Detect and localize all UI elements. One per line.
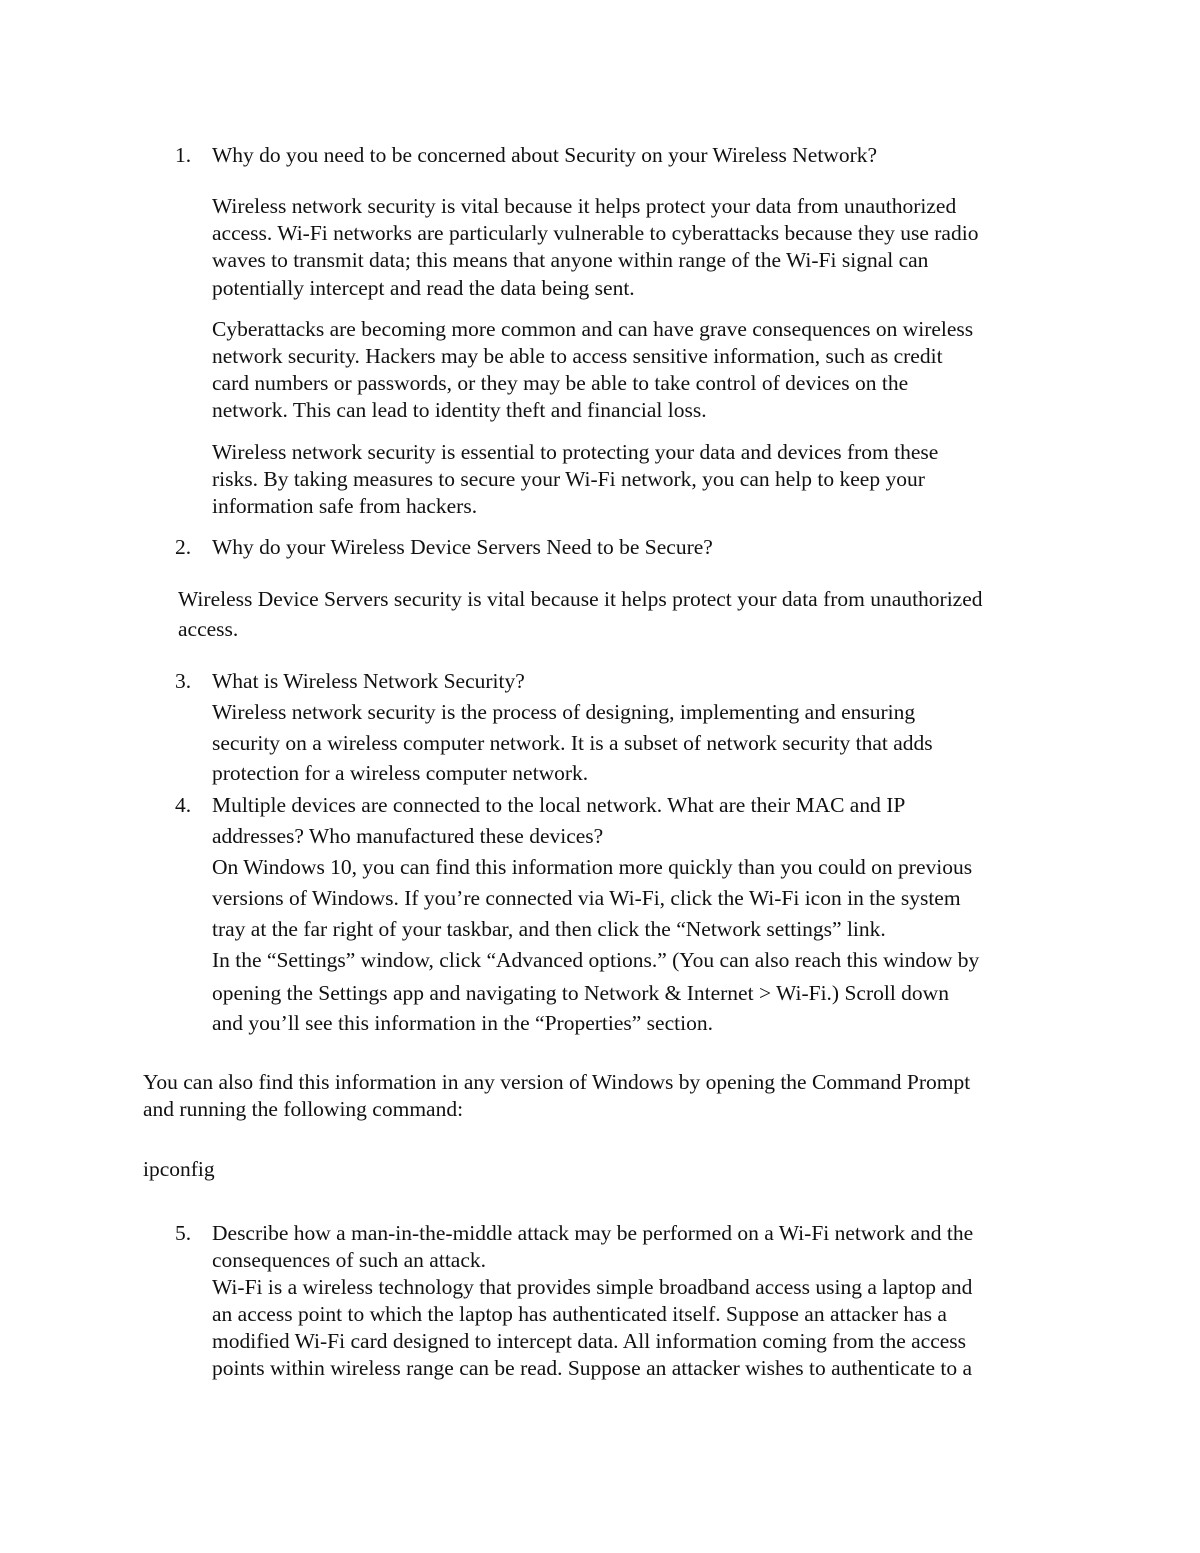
answer-line: In the “Settings” window, click “Advanced options.” (You can also reach this window by	[212, 948, 980, 972]
question-3: What is Wireless Network Security?	[212, 669, 525, 693]
question-2: Why do your Wireless Device Servers Need to be Secure?	[212, 535, 713, 559]
answer-line: Wireless Device Servers security is vital because it helps protect your data from unauthorized	[178, 587, 983, 611]
item-number: 1.	[175, 143, 192, 167]
answer-line: network security. Hackers may be able to access sensitive information, such as credit	[212, 344, 943, 368]
answer-line: access. Wi-Fi networks are particularly vulnerable to cyberattacks because they use radio	[212, 221, 979, 245]
answer-line: Wi-Fi is a wireless technology that provides simple broadband access using a laptop and	[212, 1275, 973, 1299]
item-number: 4.	[175, 793, 192, 817]
answer-line: modified Wi-Fi card designed to intercept data. All information coming from the access	[212, 1329, 967, 1353]
answer-line: access.	[178, 617, 239, 641]
command-text: ipconfig	[143, 1157, 215, 1181]
answer-line: points within wireless range can be read. Suppose an attacker wishes to authenticate to a	[212, 1356, 973, 1380]
question-5: consequences of such an attack.	[212, 1248, 487, 1272]
item-number: 3.	[175, 669, 192, 693]
question-4: Multiple devices are connected to the local network. What are their MAC and IP	[212, 793, 906, 817]
answer-line: information safe from hackers.	[212, 494, 478, 518]
answer-line: Wireless network security is essential to protecting your data and devices from these	[212, 440, 939, 464]
answer-line: versions of Windows. If you’re connected via Wi-Fi, click the Wi-Fi icon in the system	[212, 886, 961, 910]
note-line: You can also find this information in any version of Windows by opening the Command Prompt	[143, 1070, 971, 1094]
note-line: and running the following command:	[143, 1097, 464, 1121]
answer-line: waves to transmit data; this means that anyone within range of the Wi-Fi signal can	[212, 248, 929, 272]
item-number: 5.	[175, 1221, 192, 1245]
item-number: 2.	[175, 535, 192, 559]
answer-line: potentially intercept and read the data being sent.	[212, 276, 635, 300]
answer-line: protection for a wireless computer network.	[212, 761, 589, 785]
answer-line: risks. By taking measures to secure your Wi-Fi network, you can help to keep your	[212, 467, 925, 491]
question-4: addresses? Who manufactured these devices?	[212, 824, 604, 848]
answer-line: card numbers or passwords, or they may be able to take control of devices on the	[212, 371, 909, 395]
answer-line: opening the Settings app and navigating to Network & Internet > Wi-Fi.) Scroll down	[212, 981, 949, 1005]
answer-line: On Windows 10, you can find this information more quickly than you could on previous	[212, 855, 973, 879]
answer-line: Wireless network security is the process of designing, implementing and ensuring	[212, 700, 916, 724]
question-5: Describe how a man-in-the-middle attack may be performed on a Wi-Fi network and the	[212, 1221, 974, 1245]
answer-line: security on a wireless computer network. It is a subset of network security that adds	[212, 731, 933, 755]
answer-line: Cyberattacks are becoming more common and can have grave consequences on wireless	[212, 317, 974, 341]
question-1: Why do you need to be concerned about Security on your Wireless Network?	[212, 143, 878, 167]
answer-line: and you’ll see this information in the “Properties” section.	[212, 1011, 713, 1035]
answer-line: tray at the far right of your taskbar, and then click the “Network settings” link.	[212, 917, 886, 941]
answer-line: network. This can lead to identity theft and financial loss.	[212, 398, 707, 422]
answer-line: an access point to which the laptop has authenticated itself. Suppose an attacker has a	[212, 1302, 947, 1326]
answer-line: Wireless network security is vital because it helps protect your data from unauthorized	[212, 194, 957, 218]
